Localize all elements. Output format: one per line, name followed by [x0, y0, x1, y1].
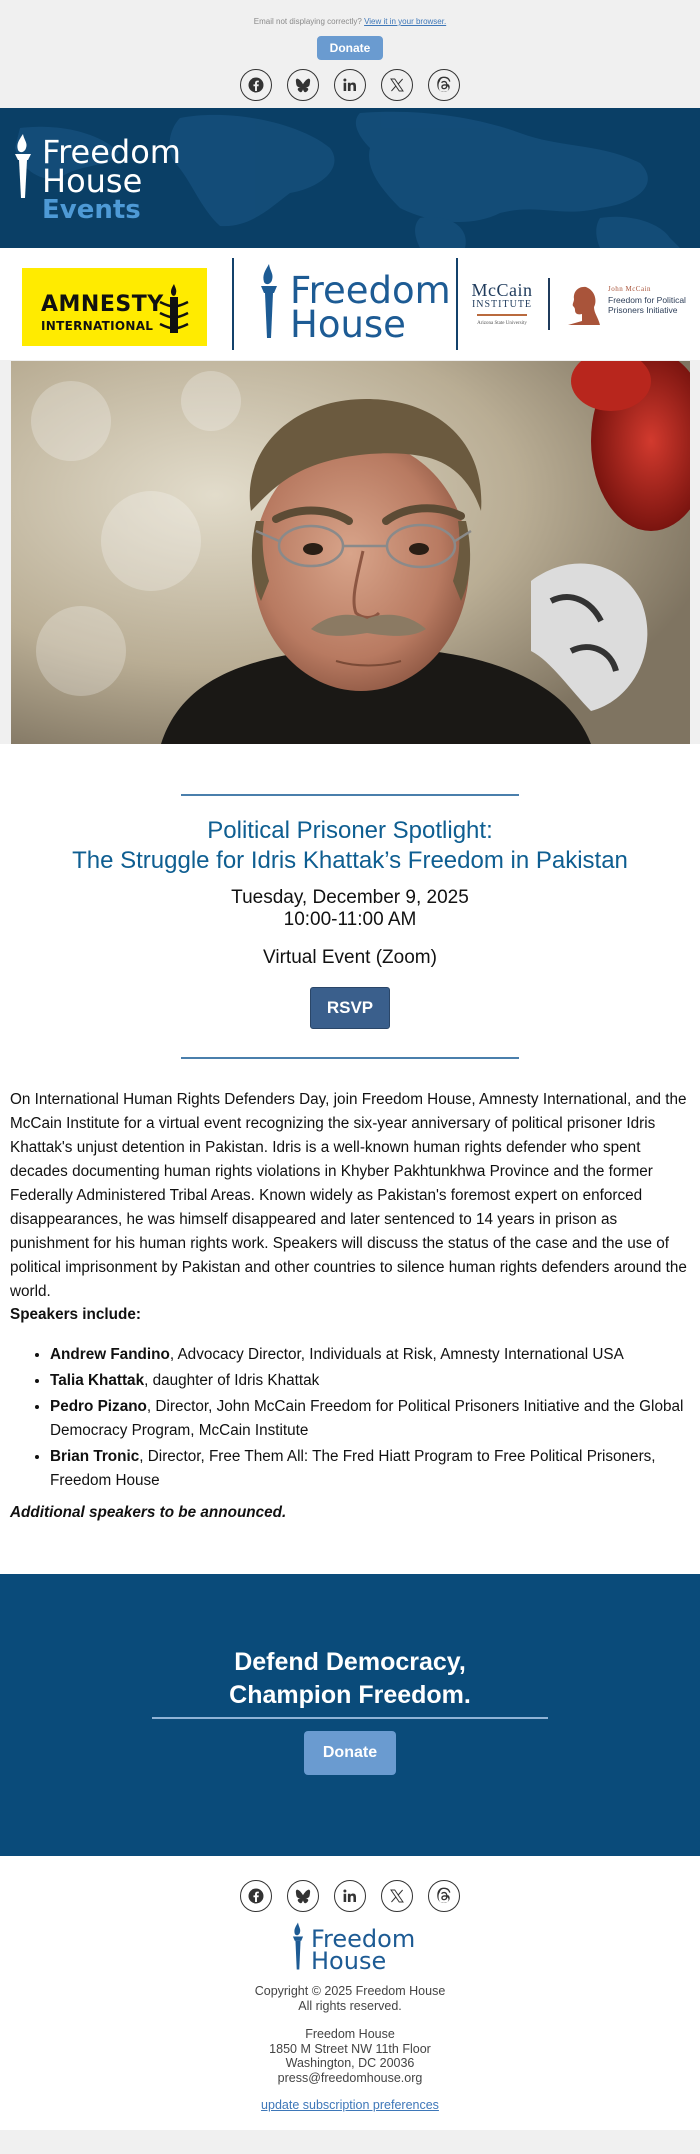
- top-donate-button[interactable]: Donate: [317, 36, 383, 60]
- rights-text: All rights reserved.: [298, 1998, 402, 2013]
- footer-logo-line2: House: [311, 1947, 387, 1976]
- footer-copyright: [0, 1984, 700, 2013]
- portrait-image: [11, 361, 690, 744]
- freedom-house-partner-logo: [258, 262, 451, 347]
- preheader-text: Email not displaying correctly?: [253, 17, 362, 26]
- event-location: Virtual Event (Zoom): [263, 947, 437, 968]
- events-logo: [12, 132, 181, 223]
- subscription-preferences: [0, 2098, 700, 2112]
- additional-speakers-note: Additional speakers to be announced.: [10, 1504, 287, 1521]
- speaker-role: , Advocacy Director, Individuals at Risk, Amnesty International USA: [169, 1346, 624, 1363]
- contact-email: press@freedomhouse.org: [277, 2070, 423, 2085]
- events-logo-line1: Freedom: [42, 133, 181, 171]
- social-links-top: [0, 69, 700, 101]
- event-title: [0, 816, 700, 876]
- jm-line3-text: Prisoners Initiative: [608, 305, 678, 315]
- partner-divider: [456, 258, 458, 350]
- jm-line2: [608, 295, 686, 315]
- event-title-line2: The Struggle for Idris Khattak’s Freedom in Pakistan: [72, 847, 628, 874]
- cta-donate-button[interactable]: Donate: [304, 1731, 396, 1775]
- cta-divider: [152, 1717, 548, 1719]
- speaker-item: [50, 1342, 690, 1367]
- torch-icon: [291, 1920, 305, 1972]
- speaker-name: Pedro Pizano: [50, 1398, 147, 1415]
- x-icon[interactable]: [381, 1880, 413, 1912]
- amnesty-line1: AMNESTY: [41, 292, 164, 317]
- mccain-institute-logo: [466, 280, 538, 326]
- event-description: On International Human Rights Defenders Day, join Freedom House, Amnesty International, and the McCain Institute for a virtual event recognizing the six-year anniversary of political prisoner Idris Khattak's unjust detention in Pakistan. Idris is a well-known human rights defender who spent decades documenting human rights violations in Khyber Pakhtunkhwa Province and the former Federally Administered Tribal Areas. Known widely as Pakistan's foremost expert on enforced disappearances, he was himself disappeared and later sentenced to 14 years in prison as punishment for his human rights work. Speakers will discuss the status of the case and the use of political imprisonment by Pakistan and other countries to silence human rights defenders around the world.: [10, 1091, 687, 1300]
- fh-partner-line2: House: [290, 303, 406, 347]
- address-line1: 1850 M Street NW 11th Floor: [269, 2041, 431, 2056]
- speaker-name: Andrew Fandino: [50, 1346, 170, 1363]
- speaker-item: [50, 1394, 690, 1443]
- footer-logo-line1: Freedom: [311, 1925, 416, 1953]
- bottom-strip: [0, 2130, 700, 2154]
- footer: [0, 1856, 700, 2130]
- divider-bottom: [181, 1057, 519, 1059]
- speaker-item: [50, 1444, 690, 1493]
- jm-line2-text: Freedom for Political: [608, 295, 686, 305]
- speaker-role: , daughter of Idris Khattak: [144, 1372, 320, 1389]
- cta-heading: [0, 1646, 700, 1712]
- speaker-name: Talia Khattak: [50, 1372, 145, 1389]
- candle-barbed-wire-icon: [154, 282, 194, 336]
- partner-logos: [0, 248, 700, 360]
- divider-top: [181, 794, 519, 796]
- mccain-silhouette-icon: [564, 283, 604, 325]
- mccain-underline: [477, 314, 527, 316]
- events-logo-line2: House: [42, 162, 143, 201]
- facebook-icon[interactable]: [240, 69, 272, 101]
- torch-icon: [12, 132, 34, 200]
- cta-line2: Champion Freedom.: [229, 1681, 471, 1709]
- speaker-role: , Director, John McCain Freedom for Political Prisoners Initiative and the Global Democracy Program, McCain Institute: [50, 1398, 684, 1439]
- preheader: [0, 17, 700, 26]
- facebook-icon[interactable]: [240, 1880, 272, 1912]
- footer-freedom-house-logo: [291, 1920, 416, 1976]
- jm-line1: John McCain: [608, 285, 652, 293]
- events-banner: [0, 108, 700, 248]
- event-title-line1: Political Prisoner Spotlight:: [207, 817, 493, 844]
- fh-partner-line1: Freedom: [290, 269, 451, 312]
- x-icon[interactable]: [381, 69, 413, 101]
- speakers-heading: Speakers include:: [10, 1306, 141, 1323]
- linkedin-icon[interactable]: [334, 1880, 366, 1912]
- copyright-text: Copyright © 2025 Freedom House: [254, 1984, 446, 1998]
- donate-cta-section: [0, 1574, 700, 1856]
- update-preferences-link[interactable]: update subscription preferences: [261, 2098, 439, 2112]
- event-time: 10:00-11:00 AM: [283, 909, 417, 930]
- events-logo-line3: Events: [42, 194, 141, 225]
- mccain-line3: Arizona State University: [477, 321, 527, 326]
- event-datetime: [0, 887, 700, 931]
- amnesty-line2: INTERNATIONAL: [41, 319, 154, 333]
- partner-divider: [232, 258, 234, 350]
- rsvp-button[interactable]: RSVP: [310, 987, 390, 1029]
- cta-line1: Defend Democracy,: [234, 1648, 466, 1676]
- mccain-line1: McCain: [471, 280, 533, 300]
- org-name: Freedom House: [305, 2027, 395, 2041]
- butterfly-icon[interactable]: [287, 1880, 319, 1912]
- view-in-browser-link[interactable]: View it in your browser.: [364, 17, 447, 26]
- social-links-footer: [0, 1880, 700, 1912]
- threads-icon[interactable]: [428, 1880, 460, 1912]
- speaker-name: Brian Tronic: [50, 1448, 140, 1465]
- threads-icon[interactable]: [428, 69, 460, 101]
- speaker-item: [50, 1368, 690, 1393]
- event-photo: [11, 361, 690, 744]
- mccain-line2: INSTITUTE: [471, 299, 533, 310]
- footer-address: [0, 2027, 700, 2085]
- top-bar: [0, 0, 700, 108]
- address-line2: Washington, DC 20036: [285, 2056, 415, 2070]
- event-content: [0, 744, 700, 1574]
- linkedin-icon[interactable]: [334, 69, 366, 101]
- event-date: Tuesday, December 9, 2025: [231, 887, 469, 908]
- speakers-list: [50, 1342, 690, 1494]
- amnesty-logo: [22, 268, 207, 346]
- speaker-role: , Director, Free Them All: The Fred Hiatt Program to Free Political Prisoners, Freedom House: [50, 1448, 656, 1489]
- partner-divider: [548, 278, 550, 330]
- butterfly-icon[interactable]: [287, 69, 319, 101]
- torch-icon: [258, 262, 280, 340]
